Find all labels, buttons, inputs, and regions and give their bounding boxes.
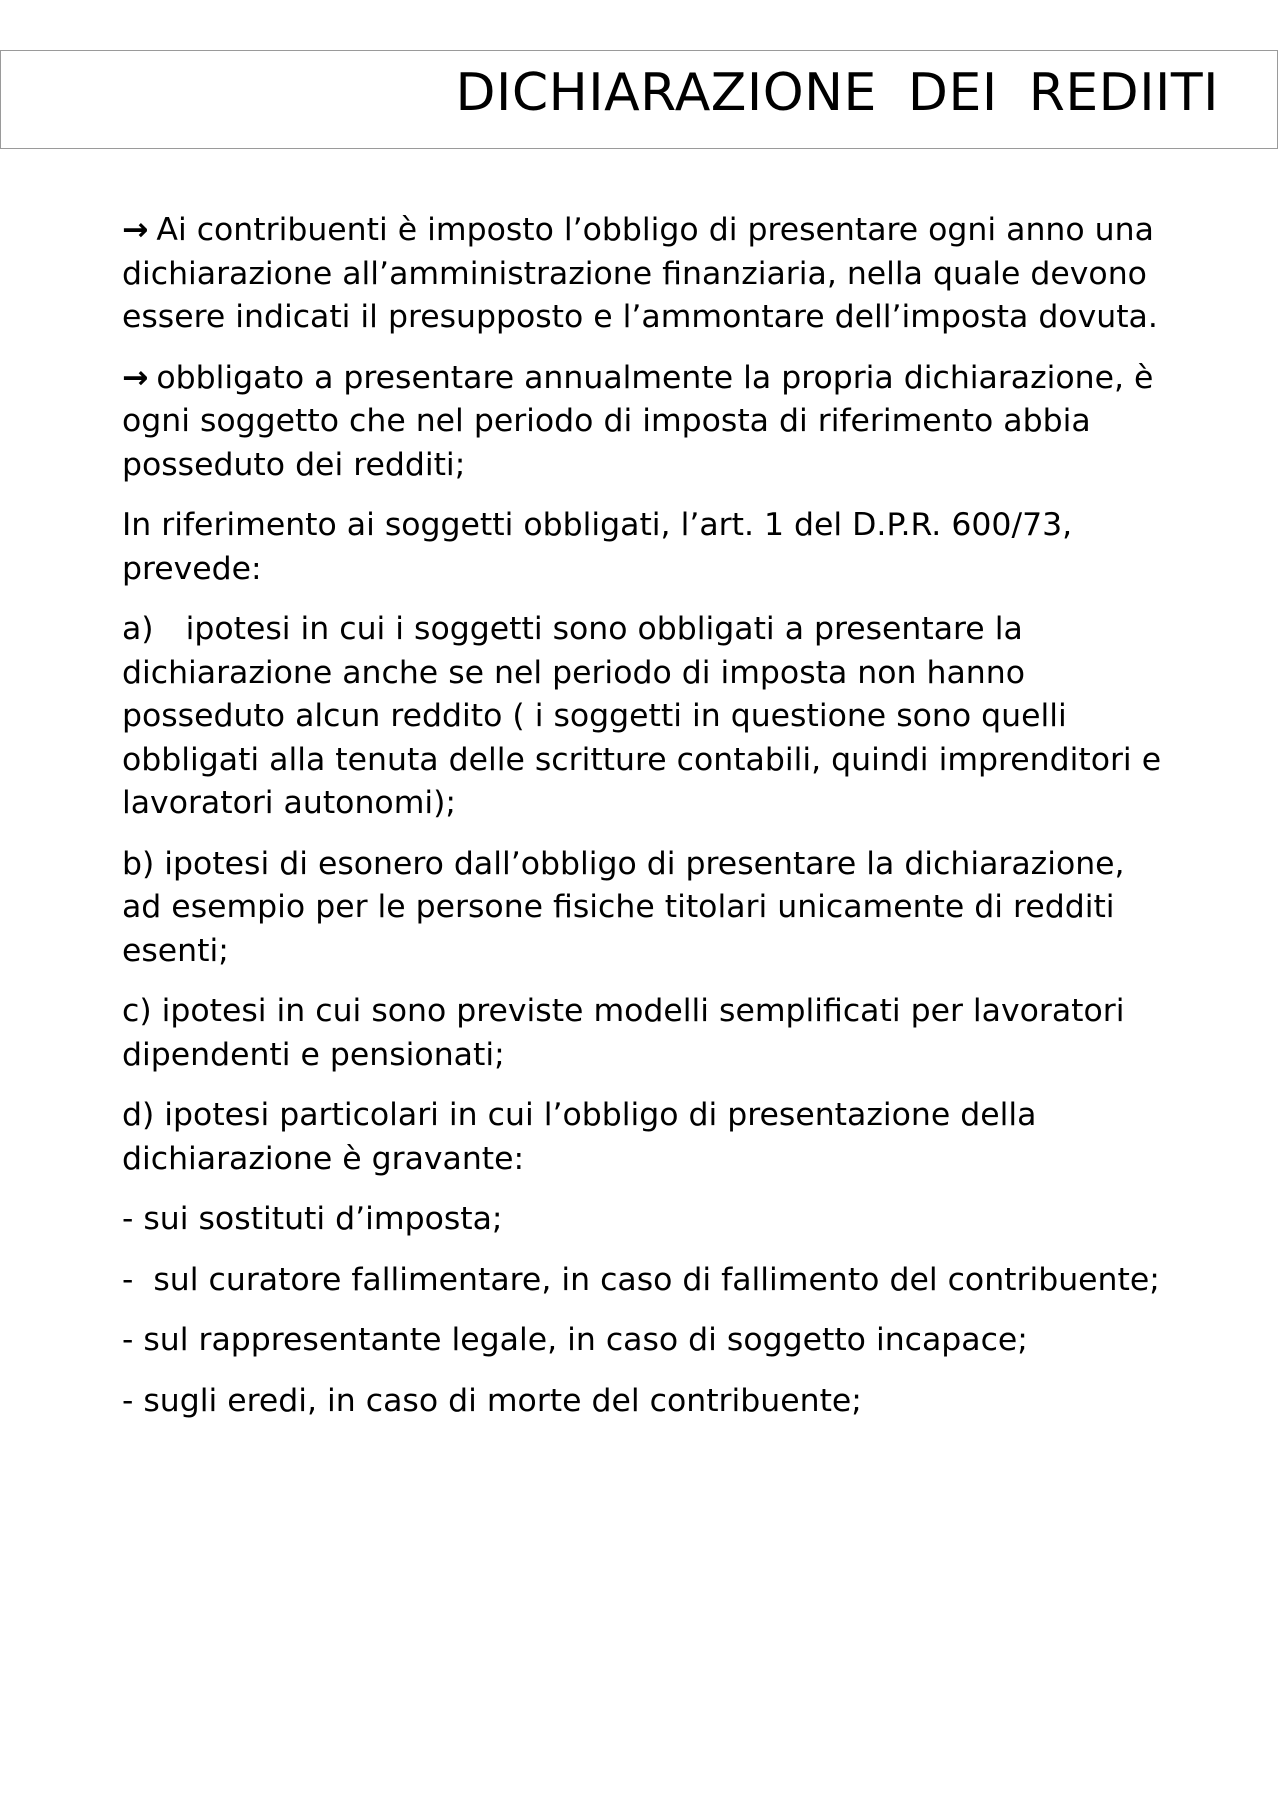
list-item-curatore: - sul curatore fallimentare, in caso di fallimento del contribuente; (122, 1261, 1160, 1298)
list-item-sostituti: - sui sostituti d’imposta; (122, 1201, 503, 1237)
list-item-b: b) ipotesi di esonero dall’obbligo di presentare la dichiarazione, ad esempio per le persone fisiche titolari unicamente di redditi esenti; (122, 845, 1125, 969)
title-box (0, 50, 1278, 149)
arrow-right-icon: → (122, 359, 149, 396)
list-item-c: c) ipotesi in cui sono previste modelli semplificati per lavoratori dipendenti e pensionati; (122, 993, 1125, 1073)
list-item-a-label: a) (122, 611, 154, 647)
arrow-right-icon: → (122, 212, 149, 248)
list-item-a-text: ipotesi in cui i soggetti sono obbligati a presentare la dichiarazione anche se nel periodo di imposta non hanno posseduto alcun reddito ( i soggetti in questione sono quelli obbligati alla tenuta delle scritture contabili, quindi imprenditori e lavoratori autonomi); (122, 611, 1162, 821)
paragraph-obbligato-text: obbligato a presentare annualmente la propria dichiarazione, è ogni soggetto che nel periodo di imposta di riferimento abbia posseduto dei redditi; (122, 359, 1154, 483)
list-item-rappresentante: - sul rappresentante legale, in caso di soggetto incapace; (122, 1322, 1028, 1358)
document-body (122, 209, 1172, 1440)
page-title: DICHIARAZIONE DEI REDIITI (455, 63, 1219, 123)
paragraph-obbligo-text: Ai contribuenti è imposto l’obbligo di presentare ogni anno una dichiarazione all’amministrazione finanziaria, nella quale devono essere indicati il presupposto e l’ammontare dell’imposta dovuta. (122, 212, 1158, 335)
list-item-a (122, 608, 1172, 826)
paragraph-obbligato (122, 357, 1172, 488)
paragraph-riferimento: In riferimento ai soggetti obbligati, l’art. 1 del D.P.R. 600/73, prevede: (122, 507, 1073, 587)
paragraph-obbligo (122, 209, 1172, 340)
list-item-d: d) ipotesi particolari in cui l’obbligo di presentazione della dichiarazione è gravante: (122, 1097, 1037, 1177)
list-item-eredi: - sugli eredi, in caso di morte del contribuente; (122, 1382, 862, 1419)
